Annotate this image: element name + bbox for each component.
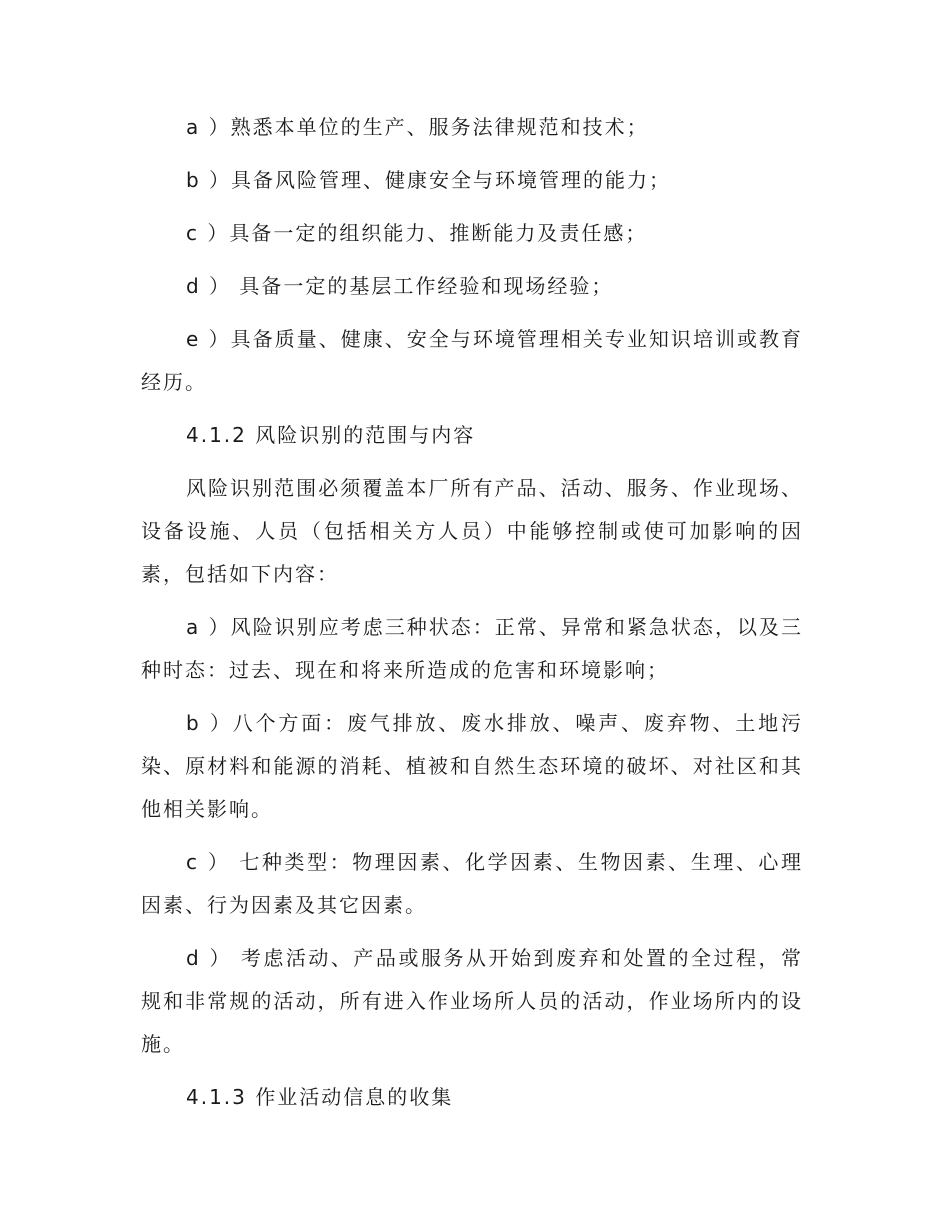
- section-heading-4-1-2: 4.1.2 风险识别的范围与内容: [186, 423, 476, 447]
- list-item-c: c ）具备一定的组织能力、推断能力及责任感；: [186, 221, 648, 245]
- section-heading-4-1-3: 4.1.3 作业活动信息的收集: [186, 1085, 454, 1109]
- scope-item-d: d ） 考虑活动、产品或服务从开始到废弃和处置的全过程，常规和非常规的活动，所有进入作业场所人员的活动，作业场所内的设施。: [141, 946, 803, 1056]
- scope-item-a: a ）风险识别应考虑三种状态：正常、异常和紧急状态，以及三种时态：过去、现在和将来所造成的危害和环境影响；: [141, 615, 803, 682]
- section-intro-paragraph: 风险识别范围必须覆盖本厂所有产品、活动、服务、作业现场、设备设施、人员（包括相关方人员）中能够控制或使可加影响的因素，包括如下内容：: [141, 476, 803, 586]
- list-item-a: a ）熟悉本单位的生产、服务法律规范和技术；: [186, 115, 649, 139]
- scope-item-c: c ） 七种类型：物理因素、化学因素、生物因素、生理、心理因素、行为因素及其它因素。: [141, 850, 803, 917]
- document-body: [141, 106, 803, 1129]
- scope-item-b: b ）八个方面：废气排放、废水排放、噪声、废弃物、土地污染、原材料和能源的消耗、植被和自然生态环境的破坏、对社区和其他相关影响。: [141, 711, 803, 821]
- list-item-e: e ）具备质量、健康、安全与环境管理相关专业知识培训或教育经历。: [141, 327, 803, 394]
- list-item-b: b ）具备风险管理、健康安全与环境管理的能力；: [186, 168, 672, 192]
- list-item-d: d ） 具备一定的基层工作经验和现场经验；: [186, 274, 614, 298]
